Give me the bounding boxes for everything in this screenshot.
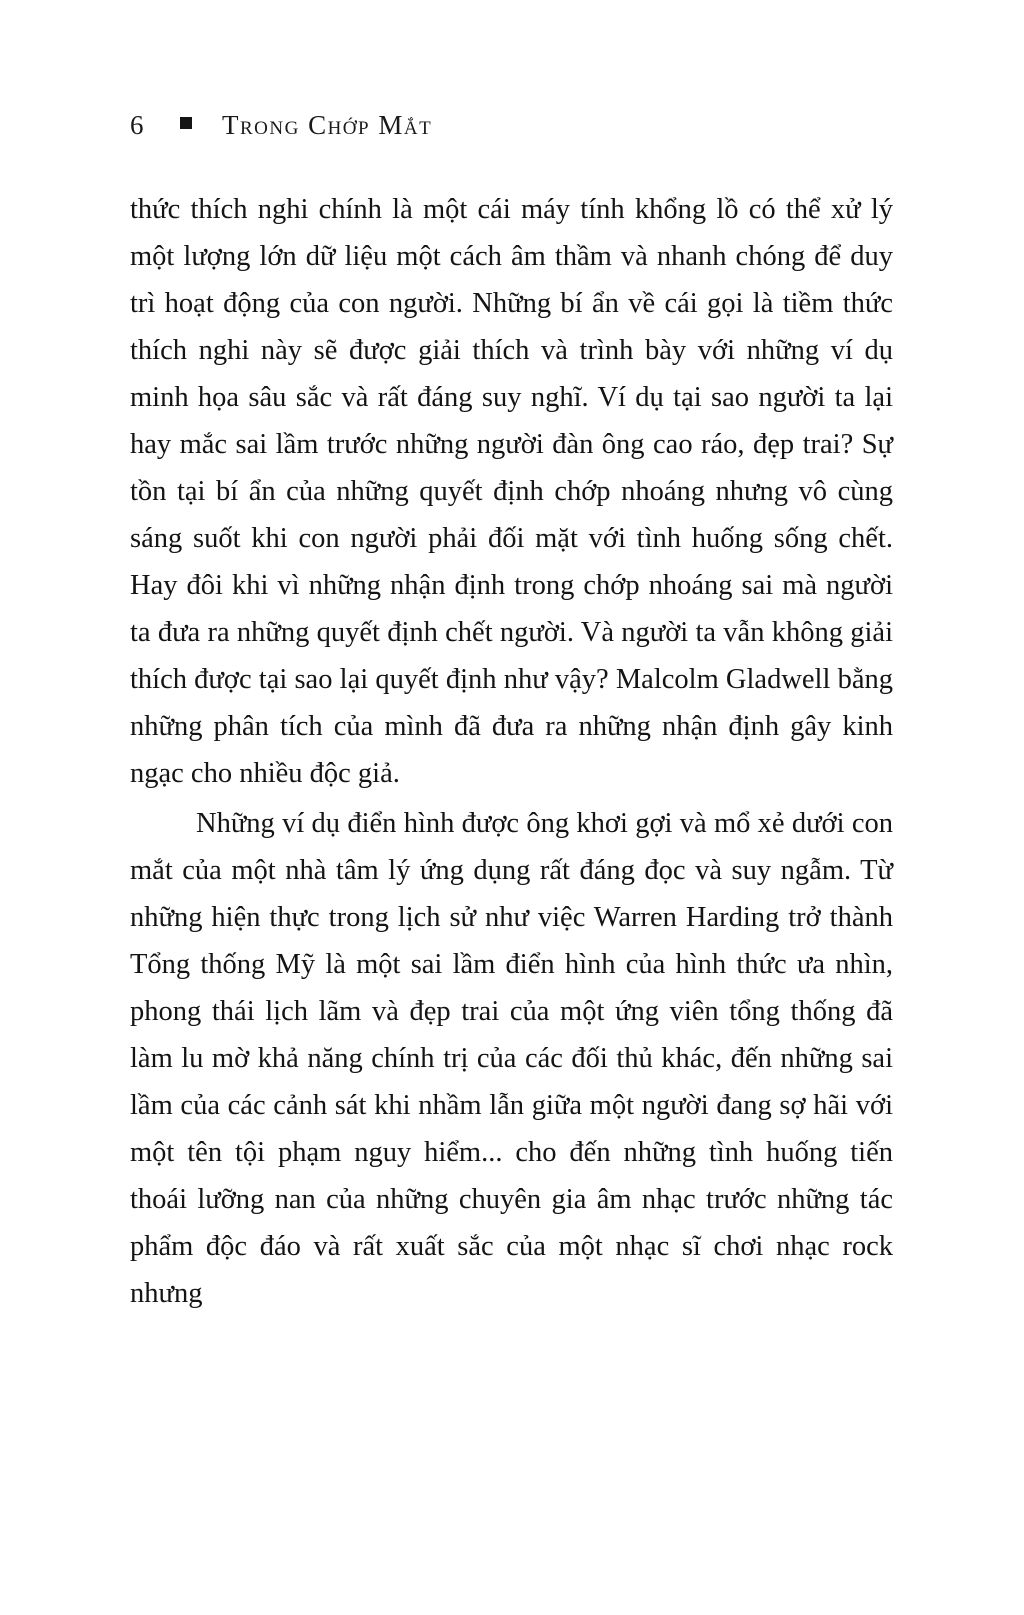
page-number: 6	[130, 110, 144, 140]
page-header	[130, 110, 893, 140]
body-paragraph: Những ví dụ điển hình được ông khơi gợi và mổ xẻ dưới con mắt của một nhà tâm lý ứng dụng rất đáng đọc và suy ngẫm. Từ những hiện thực trong lịch sử như việc Warren Harding trở thành Tổng thống Mỹ là một sai lầm điển hình của hình thức ưa nhìn, phong thái lịch lãm và đẹp trai của một ứng viên tổng thống đã làm lu mờ khả năng chính trị của các đối thủ khác, đến những sai lầm của các cảnh sát khi nhầm lẫn giữa một người đang sợ hãi với một tên tội phạm nguy hiểm... cho đến những tình huống tiến thoái lưỡng nan của những chuyên gia âm nhạc trước những tác phẩm độc đáo và rất xuất sắc của một nhạc sĩ chơi nhạc rock nhưng	[130, 808, 893, 1309]
book-title: Trong Chớp Mắt	[222, 110, 433, 140]
body-paragraph: thức thích nghi chính là một cái máy tính khổng lồ có thể xử lý một lượng lớn dữ liệu một cách âm thầm và nhanh chóng để duy trì hoạt động của con người. Những bí ẩn về cái gọi là tiềm thức thích nghi này sẽ được giải thích và trình bày với những ví dụ minh họa sâu sắc và rất đáng suy nghĩ. Ví dụ tại sao người ta lại hay mắc sai lầm trước những người đàn ông cao ráo, đẹp trai? Sự tồn tại bí ẩn của những quyết định chớp nhoáng nhưng vô cùng sáng suốt khi con người phải đối mặt với tình huống sống chết. Hay đôi khi vì những nhận định trong chớp nhoáng sai mà người ta đưa ra những quyết định chết người. Và người ta vẫn không giải thích được tại sao lại quyết định như vậy? Malcolm Gladwell bằng những phân tích của mình đã đưa ra những nhận định gây kinh ngạc cho nhiều độc giả.	[130, 194, 893, 789]
page-body	[130, 186, 893, 1317]
square-bullet-icon	[180, 117, 192, 129]
